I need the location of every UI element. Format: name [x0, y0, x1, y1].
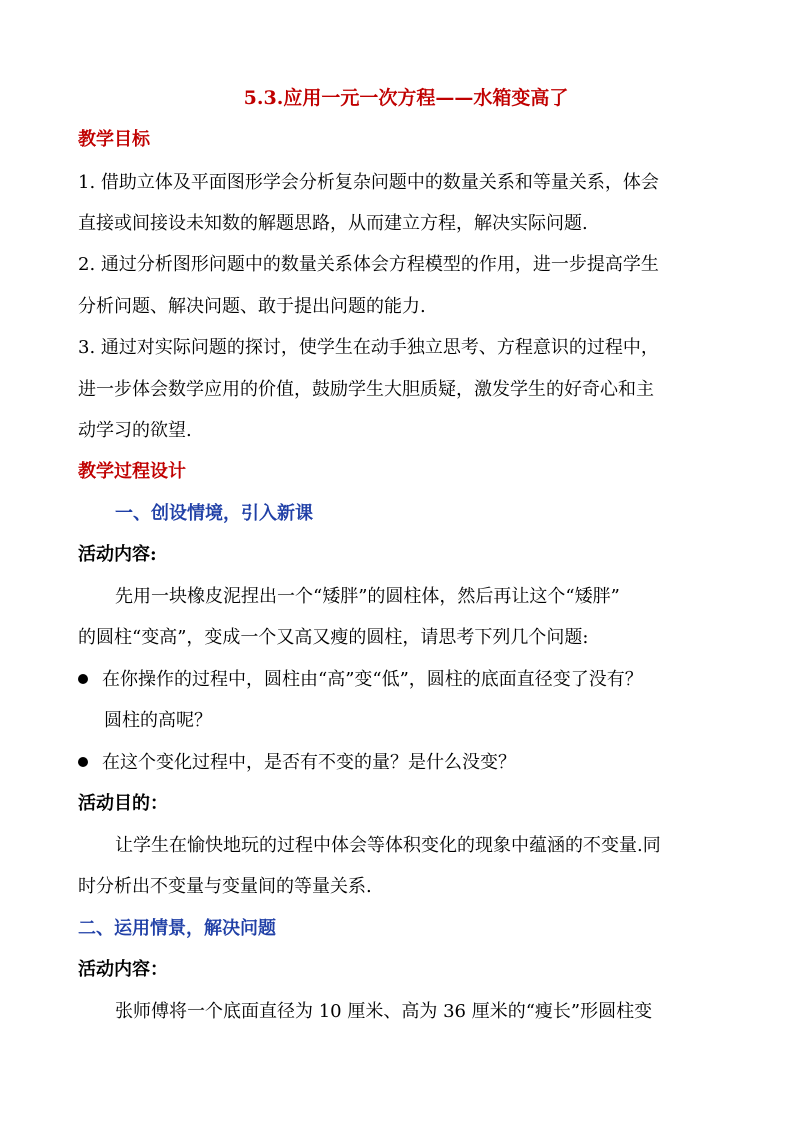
bullet-1-line-1: 在你操作的过程中，圆柱由“高”变“低”，圆柱的底面直径变了没有？ [102, 669, 643, 690]
goal-3-line-2: 进一步体会数学应用的价值，鼓励学生大胆质疑，激发学生的好奇心和主 [78, 379, 654, 400]
section-heading-goals: 教学目标 [78, 129, 150, 150]
part-1-purpose-label: 活动目的： [78, 793, 168, 814]
goal-1-line-1: 1. 借助立体及平面图形学会分析复杂问题中的数量关系和等量关系，体会 [78, 172, 659, 193]
bullet-dot-icon [78, 757, 88, 767]
part-2-heading: 二、运用情景，解决问题 [78, 918, 276, 939]
bullet-1-line-2: 圆柱的高呢？ [104, 710, 212, 731]
part-2-content-label: 活动内容： [78, 959, 168, 980]
part-1-content-label: 活动内容: [78, 544, 157, 565]
part-1-purpose-line-2: 时分析出不变量与变量间的等量关系. [78, 876, 372, 897]
part-2-para-line-1: 张师傅将一个底面直径为 10 厘米、高为 36 厘米的“瘦长”形圆柱变 [115, 1001, 653, 1022]
section-heading-process: 教学过程设计 [78, 461, 186, 482]
bullet-2-line-1: 在这个变化过程中，是否有不变的量？是什么没变？ [102, 752, 516, 773]
part-1-para-line-2: 的圆柱“变高”，变成一个又高又瘦的圆柱，请思考下列几个问题: [78, 627, 589, 648]
goal-3-line-1: 3. 通过对实际问题的探讨，使学生在动手独立思考、方程意识的过程中， [78, 337, 659, 358]
part-1-para-line-1: 先用一块橡皮泥捏出一个“矮胖”的圆柱体，然后再让这个“矮胖” [115, 586, 620, 607]
goal-1-line-2: 直接或间接设未知数的解题思路，从而建立方程，解决实际问题. [78, 213, 588, 234]
bullet-item-2 [78, 751, 718, 775]
part-1-heading: 一、创设情境，引入新课 [115, 503, 313, 524]
goal-2-line-2: 分析问题、解决问题、敢于提出问题的能力. [78, 296, 426, 317]
page-title: 5.3.应用一元一次方程——水箱变高了 [243, 87, 569, 109]
bullet-item-1 [78, 668, 718, 692]
bullet-dot-icon [78, 674, 88, 684]
goal-3-line-3: 动学习的欲望. [78, 420, 192, 441]
goal-2-line-1: 2. 通过分析图形问题中的数量关系体会方程模型的作用，进一步提高学生 [78, 254, 659, 275]
part-1-purpose-line-1: 让学生在愉快地玩的过程中体会等体积变化的现象中蕴涵的不变量.同 [115, 835, 661, 856]
